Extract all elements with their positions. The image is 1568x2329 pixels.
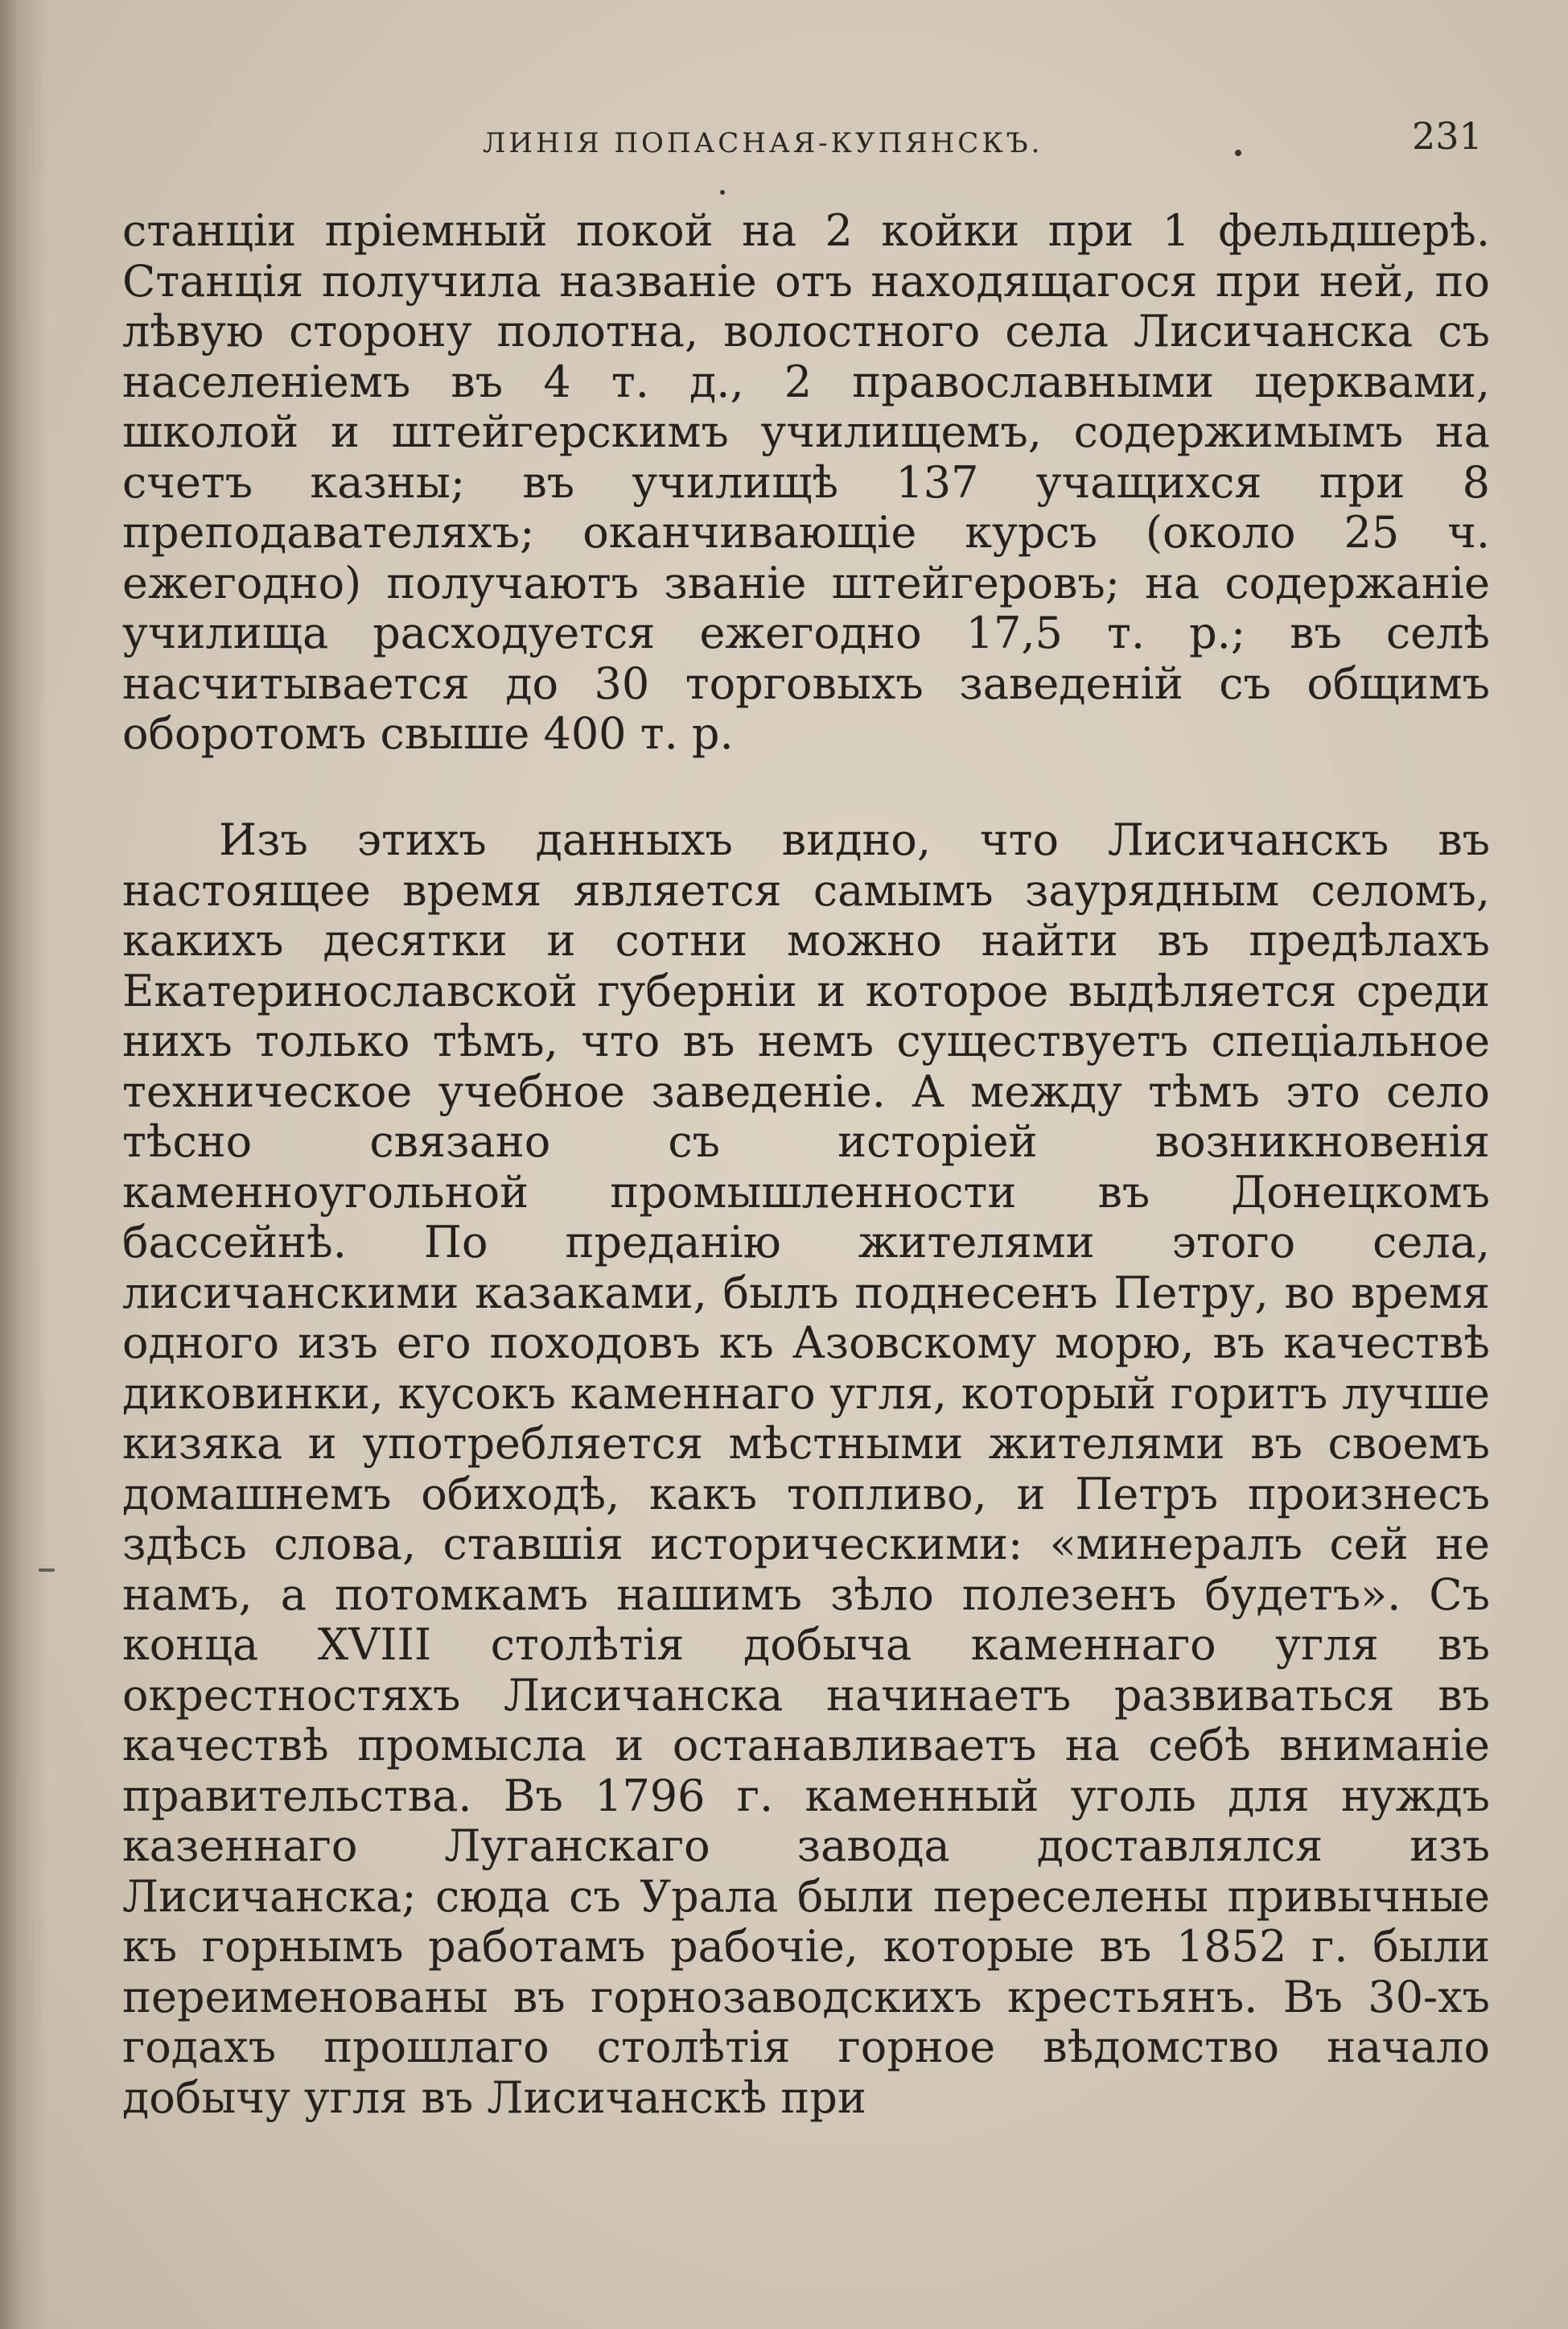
ink-speck — [1235, 150, 1241, 156]
ink-speck — [720, 190, 725, 195]
ink-speck — [39, 1568, 55, 1572]
paragraph-2: Изъ этихъ данныхъ видно, что Лисичанскъ въ настоящее время является самымъ заурядным селомъ, какихъ десятки и сотни можно найти въ предѣлахъ Екатеринославской губерніи и которое выдѣляется среди нихъ только тѣмъ, что въ немъ существуетъ спеціальное техническое учебное заведеніе. А между тѣмъ это село тѣсно связано съ исторіей возникновенія каменноугольной промышленности въ Донецкомъ бассейнѣ. По преданію жителями этого села, лисичанскими казаками, былъ поднесенъ Петру, во время одного изъ его походовъ къ Азовскому морю, въ качествѣ диковинки, кусокъ каменнаго угля, который горитъ лучше кизяка и употребляется мѣстными жителями въ своемъ домашнемъ обиходѣ, какъ топливо, и Петръ произнесъ здѣсь слова, ставшія историческими: «минералъ сей не намъ, а потомкамъ нашимъ зѣло полезенъ будетъ». Съ конца XVIII столѣтія добыча каменнаго угля въ окрестностяхъ Лисичанска начинаетъ развиваться въ качествѣ промысла и останавливаетъ на себѣ вниманіе правительства. Въ 1796 г. каменный уголь для нуждъ казеннаго Луганскаго завода доставлялся изъ Лисичанска; сюда съ Урала были переселены привычные къ горнымъ работамъ рабочіе, которые въ 1852 г. были переименованы въ горнозаводскихъ крестьянъ. Въ 30-хъ годахъ прошлаго столѣтія горное вѣдомство начало добычу угля въ Лисичанскѣ при — [122, 814, 1490, 2123]
book-spine-shadow — [0, 0, 48, 2329]
running-title: ЛИНІЯ ПОПАСНАЯ-КУПЯНСКЪ. — [483, 127, 1043, 159]
paragraph-1: станціи пріемный покой на 2 койки при 1 фельдшерѣ. Станція получила названіе отъ находящагося при ней, по лѣвую сторону полотна, волостного села Лисичанска съ населеніемъ въ 4 т. д., 2 православными церквами, школой и штейгерскимъ училищемъ, содержимымъ на счетъ казны; въ училищѣ 137 учащихся при 8 преподавателяхъ; оканчивающіе курсъ (около 25 ч. ежегодно) получаютъ званіе штейгеровъ; на содержаніе училища расходуется ежегодно 17,5 т. р.; въ селѣ насчитывается до 30 торговыхъ заведеній съ общимъ оборотомъ свыше 400 т. р. — [122, 205, 1490, 759]
page-number: 231 — [1412, 114, 1483, 158]
page-header — [0, 114, 1568, 163]
